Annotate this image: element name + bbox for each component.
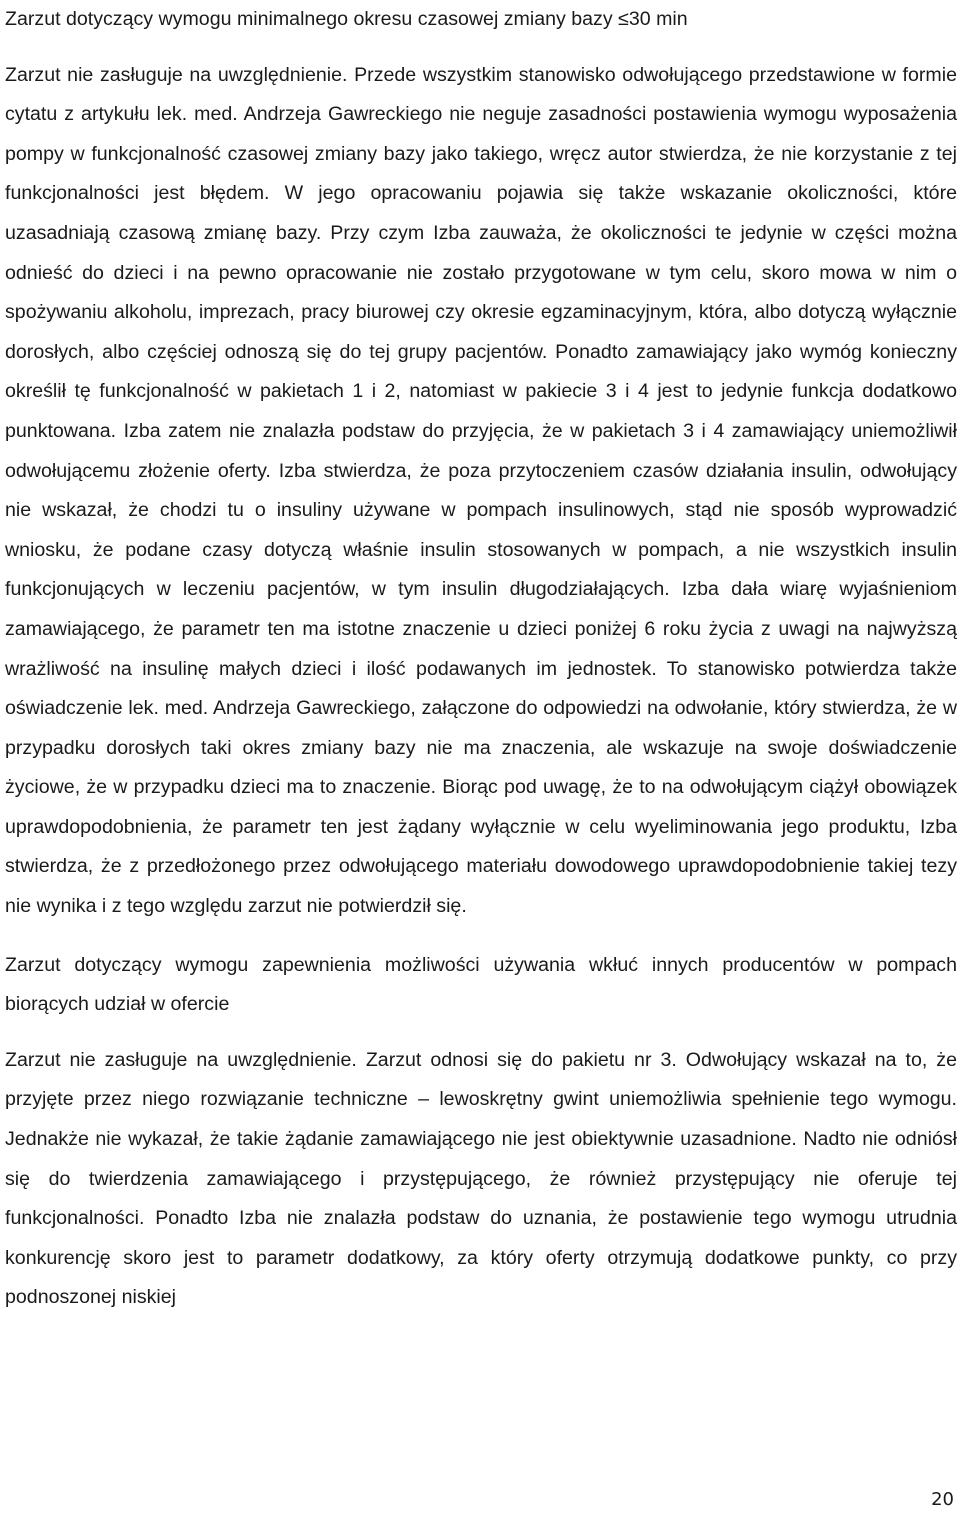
- section-2-body: Zarzut nie zasługuje na uwzględnienie. Zarzut odnosi się do pakietu nr 3. Odwołujący wskazał na to, że przyjęte przez niego rozwiązanie techniczne – lewoskrętny gwint uniemożliwia spełnienie tego wymogu. Jednakże nie wykazał, że takie żądanie zamawiającego nie jest obiektywnie uzasadnione. Nadto nie odniósł się do twierdzenia zamawiającego i przystępującego, że również przystępujący nie oferuje tej funkcjonalności. Ponadto Izba nie znalazła podstaw do uznania, że postawienie tego wymogu utrudnia konkurencję skoro jest to parametr dodatkowy, za który oferty otrzymują dodatkowe punkty, co przy podnoszonej niskiej: [5, 1048, 957, 1309]
- section-1-body: Zarzut nie zasługuje na uwzględnienie. Przede wszystkim stanowisko odwołującego przedstawione w formie cytatu z artykułu lek. med. Andrzeja Gawreckiego nie neguje zasadności postawienia wymogu wyposażenia pompy w funkcjonalność czasowej zmiany bazy jako takiego, wręcz autor stwierdza, że nie korzystanie z tej funkcjonalności jest błędem. W jego opracowaniu pojawia się także wskazanie okoliczności, które uzasadniają czasową zmianę bazy. Przy czym Izba zauważa, że okoliczności te jedynie w części można odnieść do dzieci i na pewno opracowanie nie zostało przygotowane w tym celu, skoro mowa w nim o spożywaniu alkoholu, imprezach, pracy biurowej czy okresie egzaminacyjnym, która, albo dotyczą wyłącznie dorosłych, albo częściej odnoszą się do tej grupy pacjentów. Ponadto zamawiający jako wymóg konieczny określił tę funkcjonalność w pakietach 1 i 2, natomiast w pakiecie 3 i 4 jest to jedynie funkcja dodatkowo punktowana. Izba zatem nie znalazła podstaw do przyjęcia, że w pakietach 3 i 4 zamawiający uniemożliwił odwołującemu złożenie oferty. Izba stwierdza, że poza przytoczeniem czasów działania insulin, odwołujący nie wskazał, że chodzi tu o insuliny używane w pompach insulinowych, stąd nie sposób wyprowadzić wniosku, że podane czasy dotyczą właśnie insulin stosowanych w pompach, a nie wszystkich insulin funkcjonujących w leczeniu pacjentów, w tym insulin długodziałających. Izba dała wiarę wyjaśnieniom zamawiającego, że parametr ten ma istotne znaczenie u dzieci poniżej 6 roku życia z uwagi na najwyższą wrażliwość na insulinę małych dzieci i ilość podawanych im jednostek. To stanowisko potwierdza także oświadczenie lek. med. Andrzeja Gawreckiego, załączone do odpowiedzi na odwołanie, który stwierdza, że w przypadku dorosłych taki okres zmiany bazy nie ma znaczenia, ale wskazuje na swoje doświadczenie życiowe, że w przypadku dzieci ma to znaczenie. Biorąc pod uwagę, że to na odwołującym ciążył obowiązek uprawdopodobnienia, że parametr ten jest żądany wyłącznie w celu wyeliminowania jego produktu, Izba stwierdza, że z przedłożonego przez odwołującego materiału dowodowego uprawdopodobnienie takiej tezy nie wynika i z tego względu zarzut nie potwierdził się.: [5, 63, 957, 918]
- section-2-heading: Zarzut dotyczący wymogu zapewnienia możliwości używania wkłuć innych producentów w pompach biorących udział w ofercie: [5, 953, 957, 1016]
- spacer: [5, 40, 957, 56]
- page-number: 20: [931, 1489, 954, 1510]
- spacer: [5, 1025, 957, 1041]
- spacer: [5, 927, 957, 946]
- document-page: [5, 0, 957, 1318]
- section-1-heading: Zarzut dotyczący wymogu minimalnego okresu czasowej zmiany bazy ≤30 min: [5, 8, 688, 30]
